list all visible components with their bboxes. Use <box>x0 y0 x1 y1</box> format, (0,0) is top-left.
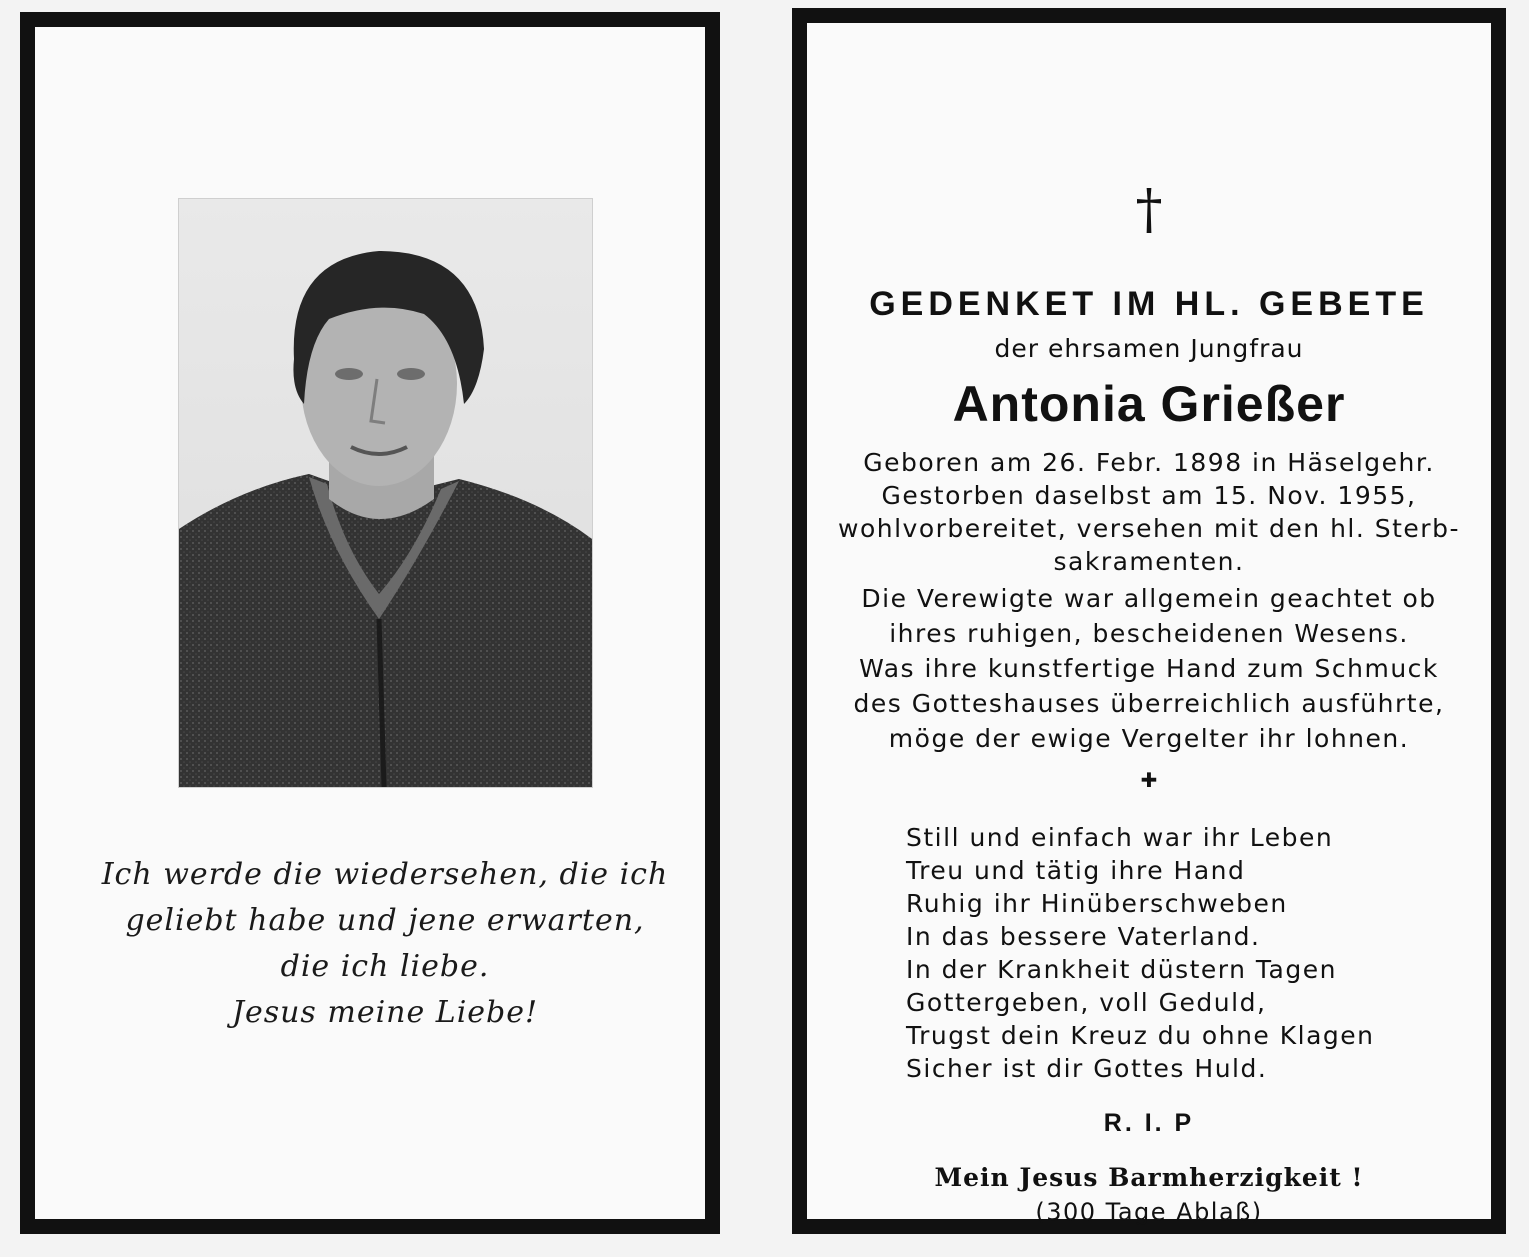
memorial-verse <box>75 852 695 1036</box>
birth-line-2: Gestorben daselbst am 15. Nov. 1955, <box>881 481 1417 510</box>
tribute-line-5: möge der ewige Vergelter ihr lohnen. <box>888 724 1410 753</box>
memorial-poem <box>906 821 1375 1085</box>
verse-line-2: geliebt habe und jene erwarten, <box>125 903 645 938</box>
portrait-photo <box>178 198 593 788</box>
left-card <box>20 12 720 1234</box>
tribute-line-2: ihres ruhigen, bescheidenen Wesens. <box>889 619 1409 648</box>
birth-death-text <box>807 446 1491 578</box>
rip-text: R. I. P <box>1103 1109 1195 1137</box>
birth-line-1: Geboren am 26. Febr. 1898 in Häselgehr. <box>863 448 1435 477</box>
verse-line-4: Jesus meine Liebe! <box>231 995 539 1030</box>
tribute-text <box>807 581 1491 756</box>
poem-line-4: In das bessere Vaterland. <box>906 922 1261 951</box>
tribute-line-4: des Gotteshauses überreichlich ausführte, <box>853 689 1445 718</box>
divider-cross-icon: ✚ <box>1140 768 1158 792</box>
poem-line-6: Gottergeben, voll Geduld, <box>906 988 1267 1017</box>
poem-line-8: Sicher ist dir Gottes Huld. <box>906 1054 1268 1083</box>
poem-line-2: Treu und tätig ihre Hand <box>906 856 1246 885</box>
birth-line-3: wohlvorbereitet, versehen mit den hl. Sterb- <box>838 514 1460 543</box>
memorial-subtitle: der ehrsamen Jungfrau <box>994 334 1304 363</box>
portrait-illustration <box>179 199 592 787</box>
verse-line-1: Ich werde die wiedersehen, die ich <box>101 857 669 892</box>
memorial-heading: GEDENKET IM HL. GEBETE <box>869 285 1429 323</box>
tribute-line-1: Die Verewigte war allgemein geachtet ob <box>861 584 1437 613</box>
poem-line-7: Trugst dein Kreuz du ohne Klagen <box>906 1021 1375 1050</box>
verse-line-3: die ich liebe. <box>280 949 490 984</box>
poem-line-1: Still und einfach war ihr Leben <box>906 823 1334 852</box>
deceased-name: Antonia Grießer <box>952 376 1346 432</box>
cross-icon: † <box>1135 178 1163 241</box>
poem-line-5: In der Krankheit düstern Tagen <box>906 955 1337 984</box>
birth-line-4: sakramenten. <box>1053 547 1245 576</box>
indulgence-note: (300 Tage Ablaß) <box>1035 1198 1263 1226</box>
right-card <box>792 8 1506 1234</box>
closing-prayer: Mein Jesus Barmherzigkeit ! <box>934 1163 1364 1192</box>
tribute-line-3: Was ihre kunstfertige Hand zum Schmuck <box>859 654 1439 683</box>
poem-line-3: Ruhig ihr Hinüberschweben <box>906 889 1288 918</box>
